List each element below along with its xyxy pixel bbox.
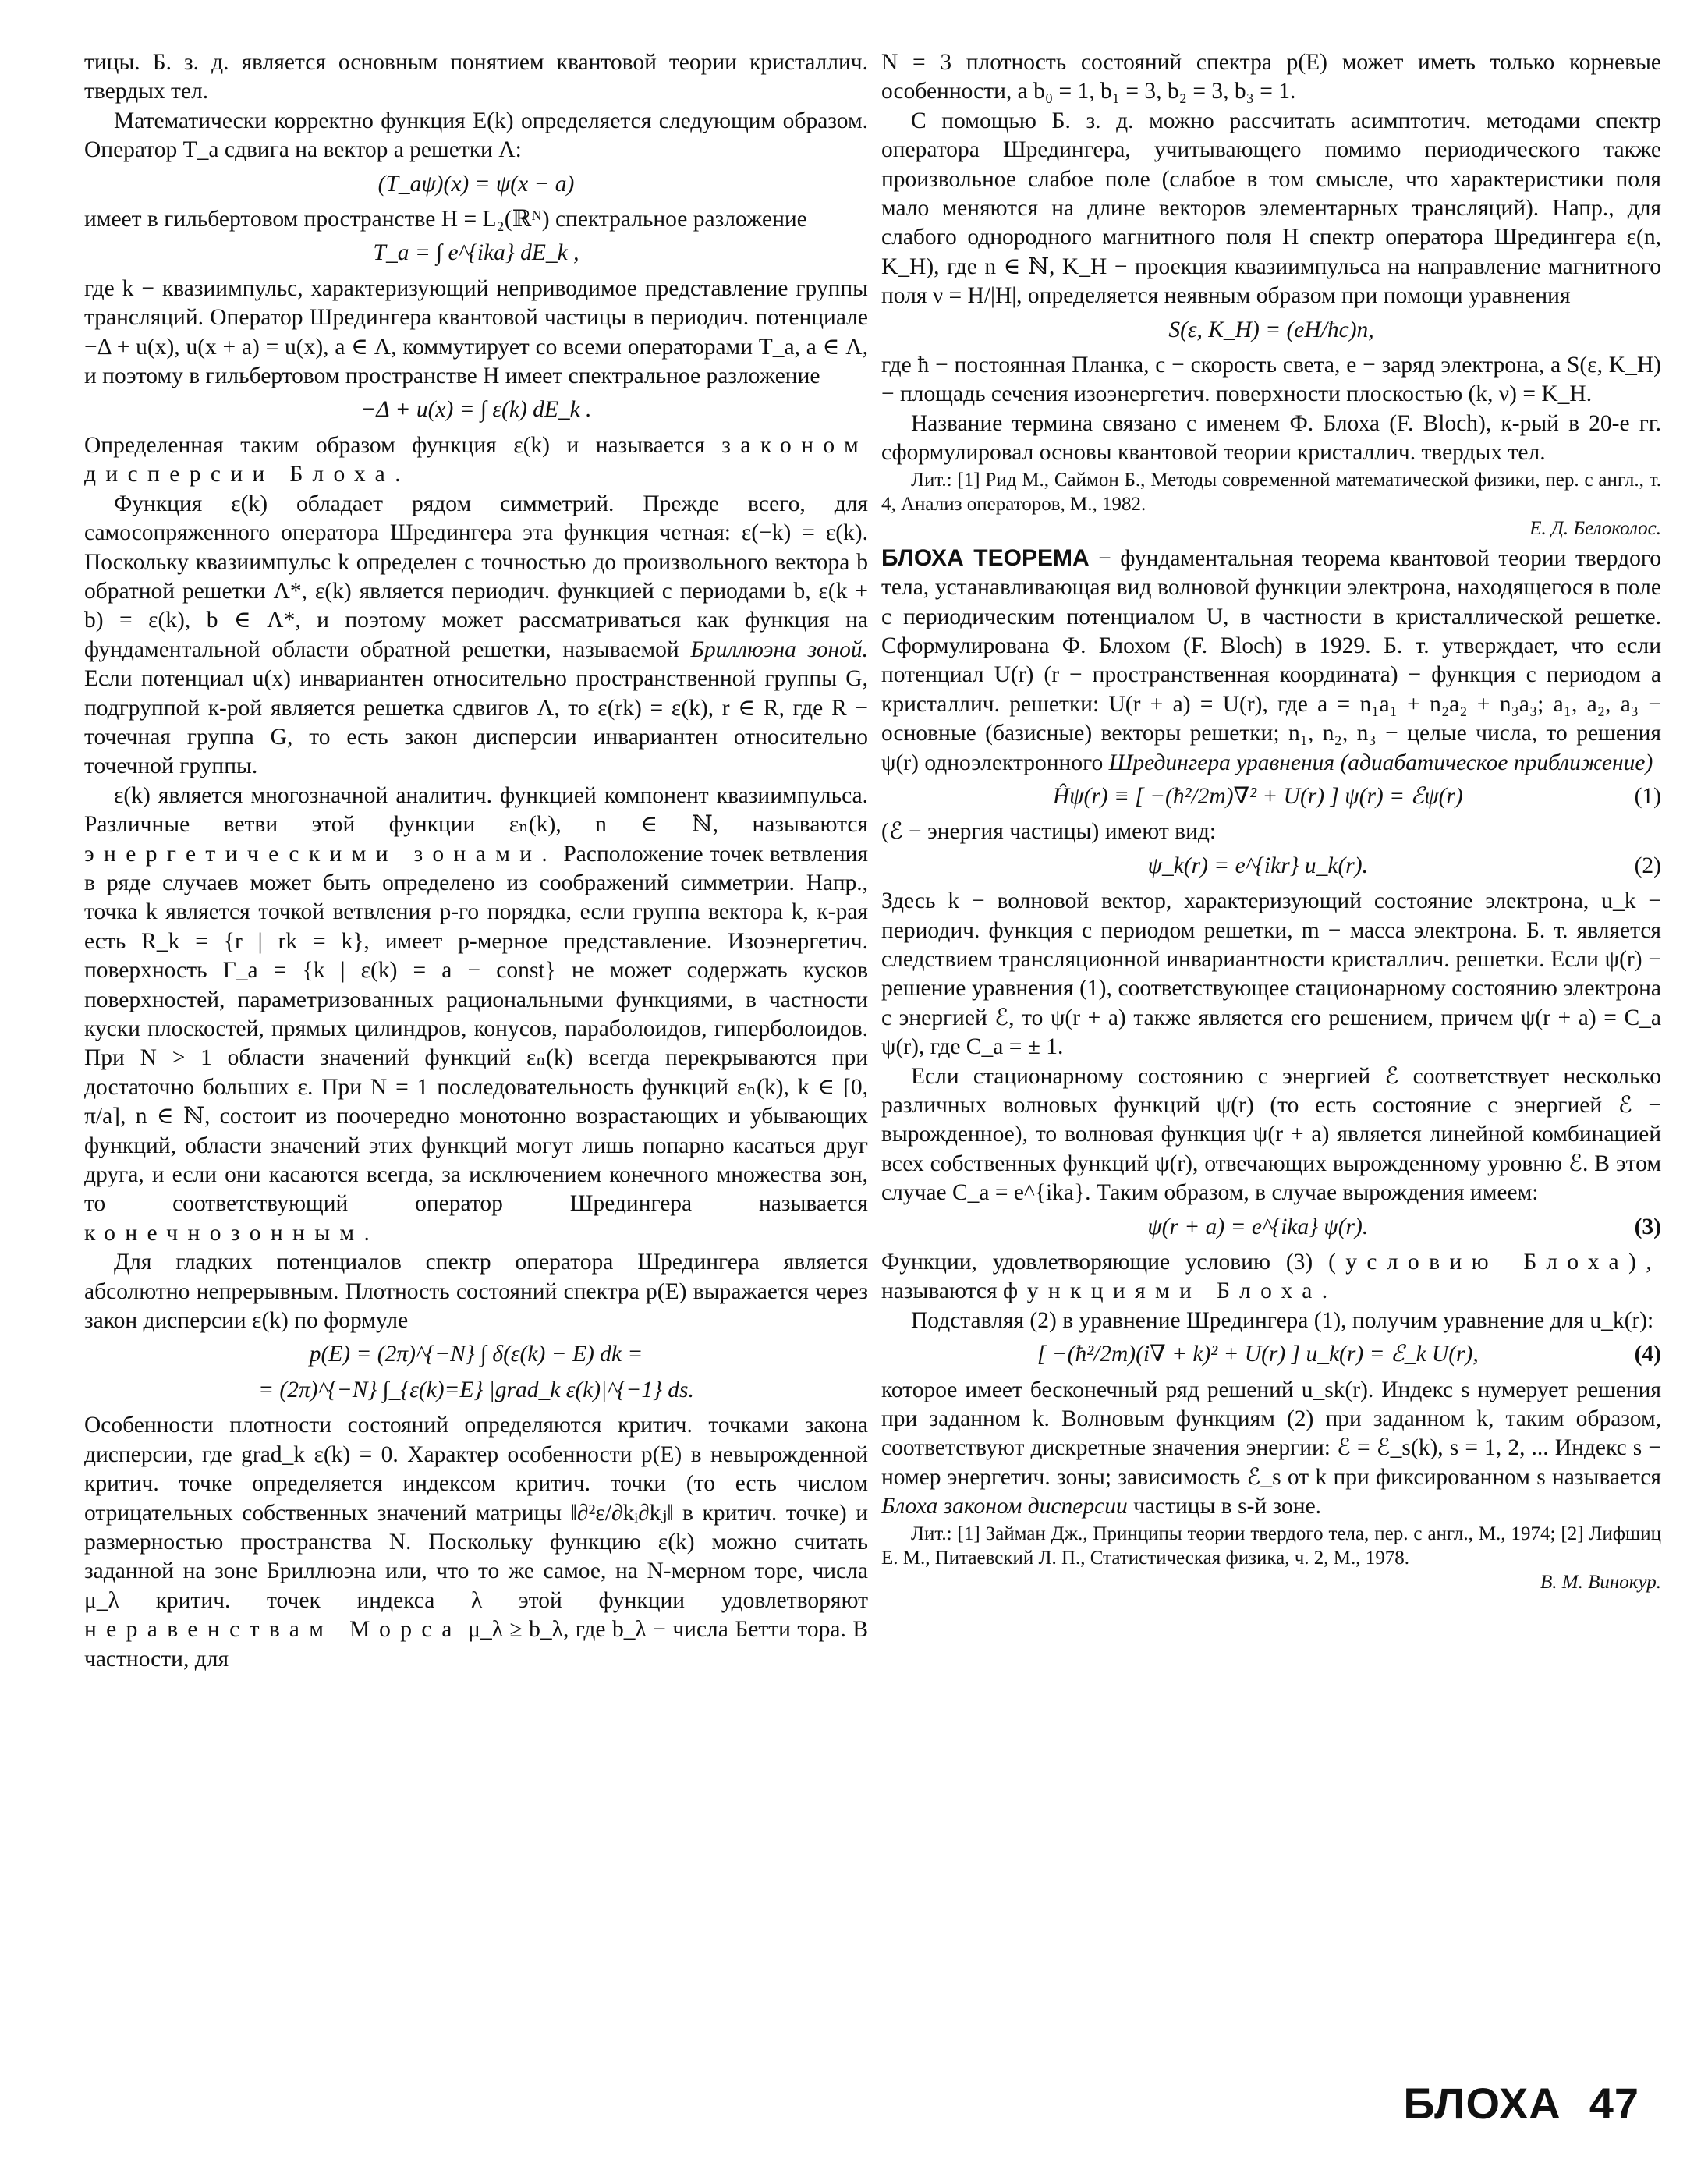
paragraph (84, 431, 868, 490)
cross-reference: Шредингера уравнения (адиабатическое приближение) (1108, 750, 1653, 775)
formula: (T_aψ)(x) = ψ(x − a) (377, 171, 575, 197)
paragraph: Если стационарному состоянию с энергией ℰ соответствует несколько различных волновых функций ψ(r) (то есть состояние с энергией ℰ − вырожденное), то волновая функция ψ(r + a) является линейной комбинацией всех собственных функций ψ(r), отвечающих вырожденному уровню ℰ. В этом случае C_a = e^{ika}. Таким образом, в случае вырождения имеем: (881, 1063, 1661, 1206)
paragraph (84, 782, 868, 1249)
formula: −Δ + u(x) = ∫ ε(k) dE_k . (360, 397, 592, 423)
spaced-term: энергетическими зонами. (84, 841, 558, 867)
left-column (84, 48, 868, 1674)
spaced-term: неравенствам Морса (84, 1617, 462, 1643)
article-paragraph (881, 544, 1661, 778)
cross-reference: Блоха законом дисперсии (881, 1494, 1128, 1519)
paragraph (881, 1248, 1661, 1306)
paragraph: N = 3 плотность состояний спектра p(E) может иметь только корневые особенности, а b₀ = 1, b₁ = 3, b₂ = 3, b₃ = 1. (881, 50, 1661, 105)
literature-reference: Лит.: [1] Займан Дж., Принципы теории твердого тела, пер. с англ., М., 1974; [2] Лифшиц Е. М., Питаевский Л. П., Статистическая физика, ч. 2, М., 1978. (881, 1523, 1661, 1569)
equation-number: (4) (1634, 1342, 1661, 1367)
equation-4 (881, 1340, 1661, 1369)
text: Расположение точек ветвления в ряде случаев может быть определено из соображений симметрии. Напр., точка k является точкой ветвления p-го порядка, если группа вектора k, к-рая есть R_k = {r | rk = k}, имеет p-мерное представление. Изоэнергетич. поверхность Γ_a = {k | ε(k) = a − const} не может содержать кусков поверхностей, параметризованных рациональными функциями, в частности куски плоскостей, прямых цилиндров, конусов, параболоидов, гиперболоидов. При N > 1 области значений функций εₙ(k) всегда перекрываются при достаточно больших ε. При N = 1 последовательность функций εₙ(k), k ∈ [0, π/a], n ∈ ℕ, состоит из поочередно монотонно возрастающих и убывающих функций, области значений этих функций могут лишь попарно касаться друг друга, и если они касаются всегда, за исключением конечного множества зон, то соответствующий оператор Шредингера называется (84, 841, 868, 1217)
text: частицы в s-й зоне. (1133, 1494, 1322, 1519)
paragraph: (ℰ − энергия частицы) имеют вид: (881, 819, 1217, 845)
page-number: 47 (1589, 2079, 1639, 2128)
paragraph: имеет в гильбертовом пространстве H = L₂(ℝᴺ) спектральное разложение (84, 207, 807, 232)
spaced-term: законом дисперсии Блоха. (84, 432, 869, 488)
text: − фундаментальная теорема квантовой теории твердого тела, устанавливающая вид волновой функции электрона, находящегося в поле с периодическим потенциалом U, в частности в кристаллической решетке. Сформулирована Ф. Блохом (F. Bloch) в 1929. Б. т. утверждает, что если потенциал U(r) (r − пространственная координата) − функция с периодом a кристаллич. решетки: U(r + a) = U(r), где a = n₁a₁ + n₂a₂ + n₃a₃; a₁, a₂, a₃ − основные (базисные) векторы решетки; n₁, n₂, n₃ − целые числа, то решения ψ(r) одноэлектронного (881, 545, 1662, 775)
spaced-term: конечнозонным. (84, 1220, 380, 1246)
formula: = (2π)^{−N} ∫_{ε(k)=E} |grad_k ε(k)|^{−1} ds. (258, 1377, 694, 1402)
paragraph: Математически корректно функция E(k) определяется следующим образом. Оператор T_a сдвига на вектор a решетки Λ: (84, 108, 868, 163)
text: ε(k) является многозначной аналитич. функцией компонент квазиимпульса. Различные ветви этой функции εₙ(k), n ∈ ℕ, называются (84, 782, 868, 838)
equation-body: ψ(r + a) = e^{ika} ψ(r). (1147, 1214, 1369, 1239)
paragraph: где ħ − постоянная Планка, c − скорость света, e − заряд электрона, а S(ε, K_H) − площадь сечения изоэнергетич. поверхности плоскостью (k, ν) = K_H. (881, 353, 1661, 407)
paragraph: тицы. Б. з. д. является основным понятием квантовой теории кристаллич. твердых тел. (84, 50, 868, 105)
equation-body: ψ_k(r) = e^{ikr} u_k(r). (1147, 853, 1368, 878)
author-signature: Е. Д. Белоколос. (1529, 517, 1661, 539)
text: называются (881, 1278, 998, 1304)
cross-reference: Бриллюэна зоной. (690, 636, 869, 662)
paragraph: Для гладких потенциалов спектр оператора Шредингера является абсолютно непрерывным. Плотность состояний спектра p(E) выражается через закон дисперсии ε(k) по формуле (84, 1250, 868, 1334)
running-head: БЛОХА (1403, 2079, 1561, 2128)
literature-reference: Лит.: [1] Рид М., Саймон Б., Методы современной математической физики, пер. с англ., т. 4, Анализ операторов, М., 1982. (881, 469, 1661, 515)
author-signature: В. М. Винокур. (1540, 1571, 1661, 1593)
text: Функция ε(k) обладает рядом симметрий. Прежде всего, для самосопряженного оператора Шредингера эта функция четная: ε(−k) = ε(k). Поскольку квазиимпульс k определен с точностью до произвольного вектора b обратной решетки Λ*, ε(k) является периодич. функцией с периодами b, ε(k + b) = ε(k), b ∈ Λ*, и поэтому может рассматриваться как функция на фундаментальной области обратной решетки, называемой (84, 491, 868, 662)
formula: S(ε, K_H) = (eH/ħc)n, (1168, 317, 1374, 342)
equation-1 (881, 782, 1661, 811)
article-title: БЛОХА ТЕОРЕМА (881, 544, 1090, 571)
equation-number: (2) (1634, 853, 1661, 878)
text: Функции, удовлетворяющие условию (3) (881, 1250, 1313, 1275)
equation-2 (881, 852, 1661, 881)
equation-number: (1) (1634, 783, 1661, 809)
formula: p(E) = (2π)^{−N} ∫ δ(ε(k) − E) dk = (309, 1342, 643, 1367)
text: Определенная таким образом функция ε(k) и называется (84, 432, 705, 458)
paragraph: Название термина связано с именем Ф. Блоха (F. Bloch), к-рый в 20-е гг. сформулировал основы квантовой теории кристаллич. твердых тел. (881, 410, 1661, 466)
paragraph: С помощью Б. з. д. можно рассчитать асимптотич. методами спектр оператора Шредингера, учитывающего помимо периодического также произвольное слабое поле (слабое в том смысле, что характеристики поля мало меняются на длине векторов элементарных трансляций). Напр., для слабого однородного магнитного поля H спектр оператора Шредингера ε(n, K_H), где n ∈ ℕ, K_H − проекция квазиимпульса на направление магнитного поля ν = H/|H|, определяется неявным образом при помощи уравнения (881, 108, 1661, 309)
paragraph: где k − квазиимпульс, характеризующий неприводимое представление группы трансляций. Оператор Шредингера квантовой частицы в периодич. потенциале −Δ + u(x), u(x + a) = u(x), a ∈ Λ, коммутирует со всеми операторами T_a, a ∈ Λ, и поэтому в гильбертовом пространстве H имеет спектральное разложение (84, 275, 868, 389)
spaced-term: функциями Блоха. (1002, 1278, 1338, 1304)
text: Особенности плотности состояний определяются критич. точками закона дисперсии, где grad_k ε(k) = 0. Характер особенности p(E) в невырожденной критич. точке определяется индексом критич. точки (то есть числом отрицательных собственных значений матрицы ‖∂²ε/∂kᵢ∂kⱼ‖ в критич. точке) и размерностью пространства N. Поскольку функцию ε(k) можно считать заданной на зоне Бриллюэна или, что то же самое, на N-мерном торе, числа μ_λ критич. точек индекса λ этой функции удовлетворяют (84, 1413, 868, 1613)
text: μ_λ ≥ b_λ, где b_λ − числа Бетти тора. В частности, для (84, 1617, 869, 1672)
equation-body: Ĥψ(r) ≡ [ −(ħ²/2m)∇² + U(r) ] ψ(r) = ℰψ(r) (1052, 783, 1463, 809)
text: которое имеет бесконечный ряд решений u_sk(r). Индекс s нумерует решения при заданном k. Волновым функциям (2) при заданном k, таким образом, соответствуют дискретные значения энергии: ℰ = ℰ_s(k), s = 1, 2, ... Индекс s − номер энергетич. зоны; зависимость ℰ_s от k при фиксированном s называется (881, 1377, 1661, 1490)
equation-3 (881, 1213, 1661, 1242)
paragraph (881, 1376, 1661, 1522)
paragraph (84, 1411, 868, 1674)
text: Если потенциал u(x) инвариантен относительно пространственной группы G, подгруппой к-рой является решетка сдвигов Λ, то ε(rk) = ε(k), r ∈ R, где R − точечная группа G, то есть закон дисперсии инвариантен относительно точечной группы. (84, 666, 868, 779)
equation-body: [ −(ħ²/2m)(i∇ + k)² + U(r) ] u_k(r) = ℰ_k U(r), (1036, 1342, 1479, 1367)
right-column (881, 48, 1661, 1594)
paragraph (84, 490, 868, 782)
page-footer (1403, 2078, 1639, 2129)
spaced-term: (условию Блоха), (1328, 1250, 1661, 1275)
formula: T_a = ∫ e^{ika} dE_k , (373, 240, 579, 266)
paragraph: Здесь k − волновой вектор, характеризующий состояние электрона, u_k − периодич. функция с периодом решетки, m − масса электрона. Б. т. является следствием трансляционной инвариантности кристаллич. решетки. Если ψ(r) − решение уравнения (1), соответствующее стационарному состоянию электрона с энергией ℰ, то ψ(r + a) также является его решением, причем ψ(r + a) = C_a ψ(r), где C_a = ± 1. (881, 888, 1661, 1060)
paragraph: Подставляя (2) в уравнение Шредингера (1), получим уравнение для u_k(r): (911, 1307, 1654, 1333)
equation-number: (3) (1634, 1214, 1661, 1239)
